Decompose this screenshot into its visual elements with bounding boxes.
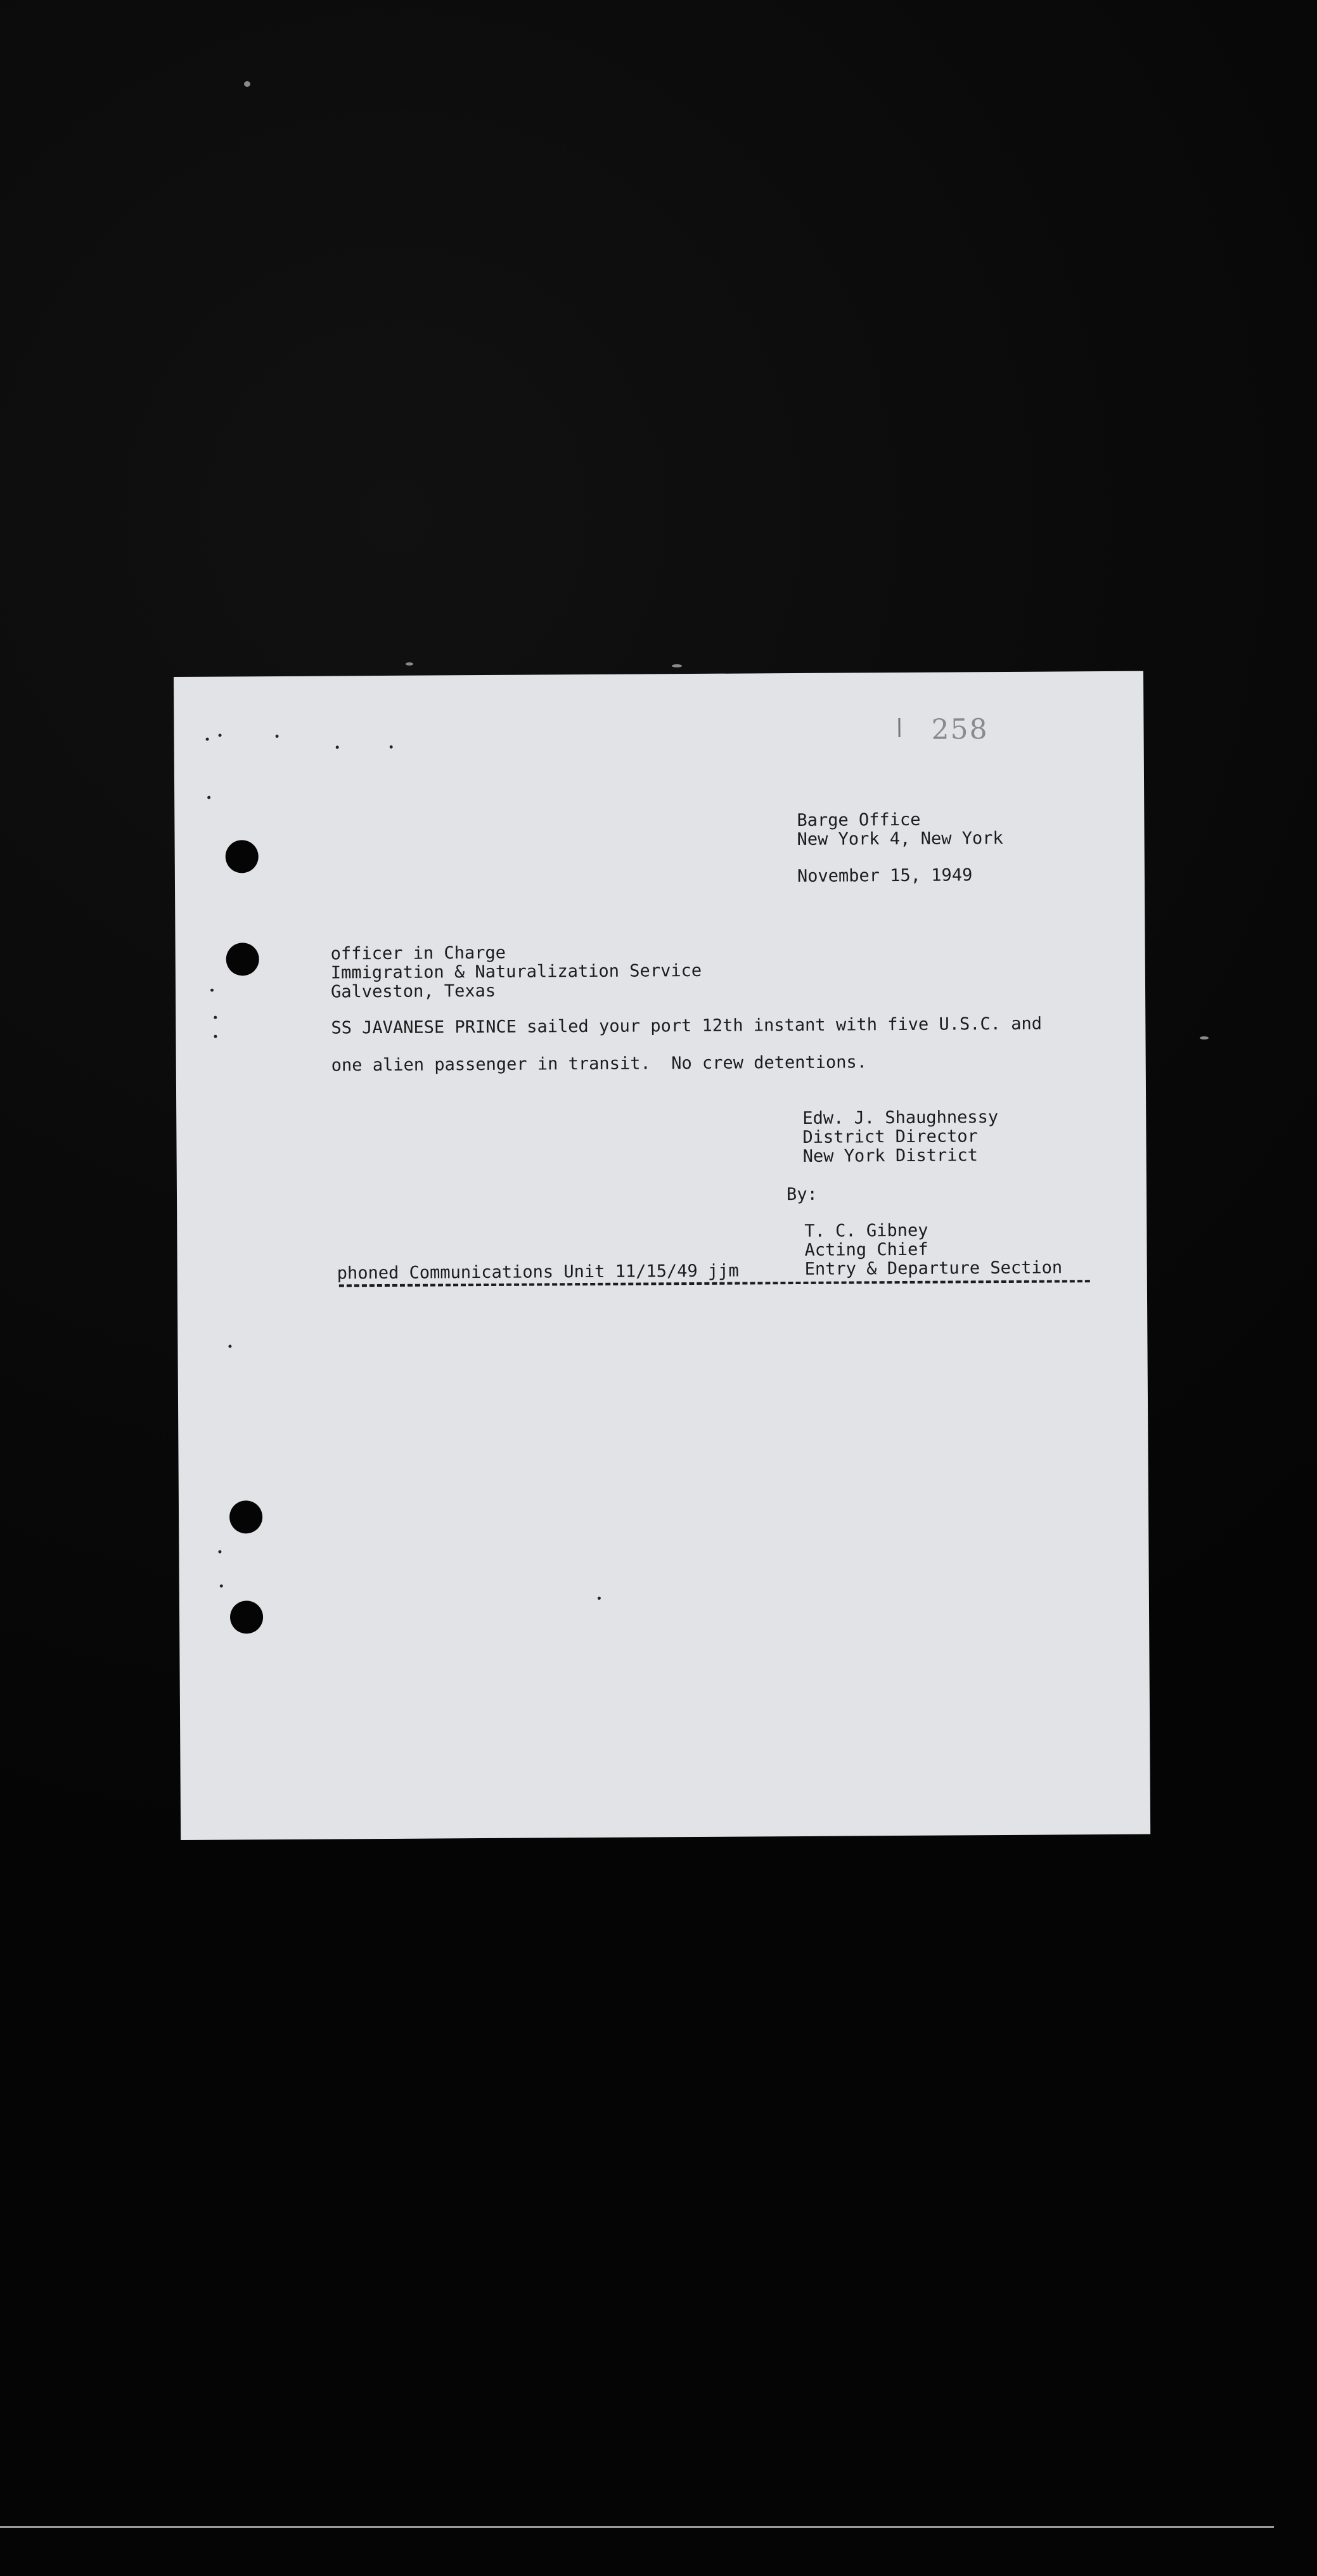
stray-mark [206, 738, 209, 741]
agent-title-1: Acting Chief [804, 1239, 928, 1260]
stray-mark [390, 745, 393, 749]
recipient-line-2: Immigration & Naturalization Service [330, 960, 702, 983]
signatory-title-1: District Director [802, 1126, 978, 1147]
body-line-2: one alien passenger in transit. No crew detentions. [331, 1052, 868, 1076]
phone-note: phoned Communications Unit 11/15/49 jjm [337, 1261, 739, 1284]
sender-line-1: Barge Office [797, 809, 921, 830]
recipient-line-1: officer in Charge [330, 943, 506, 964]
agent-title-2: Entry & Departure Section [804, 1258, 1063, 1279]
dust-speck [244, 81, 250, 87]
stray-mark [210, 989, 214, 992]
film-edge-line [0, 2526, 1274, 2528]
stray-mark [219, 734, 222, 737]
punch-hole [230, 1600, 263, 1633]
margin-tick [898, 718, 900, 737]
punch-hole [229, 1500, 262, 1533]
document-page [174, 671, 1150, 1840]
stray-mark [218, 1550, 221, 1554]
stray-mark [336, 745, 339, 749]
dust-speck [672, 664, 682, 667]
sender-line-2: New York 4, New York [797, 828, 1003, 849]
page-number: 258 [931, 713, 989, 746]
dust-speck [406, 662, 413, 666]
stray-mark [207, 796, 210, 799]
punch-hole [226, 943, 259, 976]
signatory-title-2: New York District [802, 1145, 979, 1166]
stray-mark [598, 1597, 601, 1600]
stray-mark [214, 1035, 217, 1038]
stray-mark [214, 1016, 217, 1019]
agent-name: T. C. Gibney [804, 1220, 928, 1241]
recipient-line-3: Galveston, Texas [330, 981, 496, 1002]
stray-mark [220, 1585, 223, 1588]
punch-hole [226, 840, 259, 873]
by-label: By: [786, 1184, 818, 1205]
body-line-1: SS JAVANESE PRINCE sailed your port 12th instant with five U.S.C. and [331, 1014, 1043, 1038]
signatory-name: Edw. J. Shaughnessy [802, 1107, 999, 1128]
stray-mark [276, 735, 279, 738]
stray-mark [228, 1344, 231, 1348]
dust-speck [1200, 1036, 1209, 1040]
letter-date: November 15, 1949 [797, 865, 973, 886]
